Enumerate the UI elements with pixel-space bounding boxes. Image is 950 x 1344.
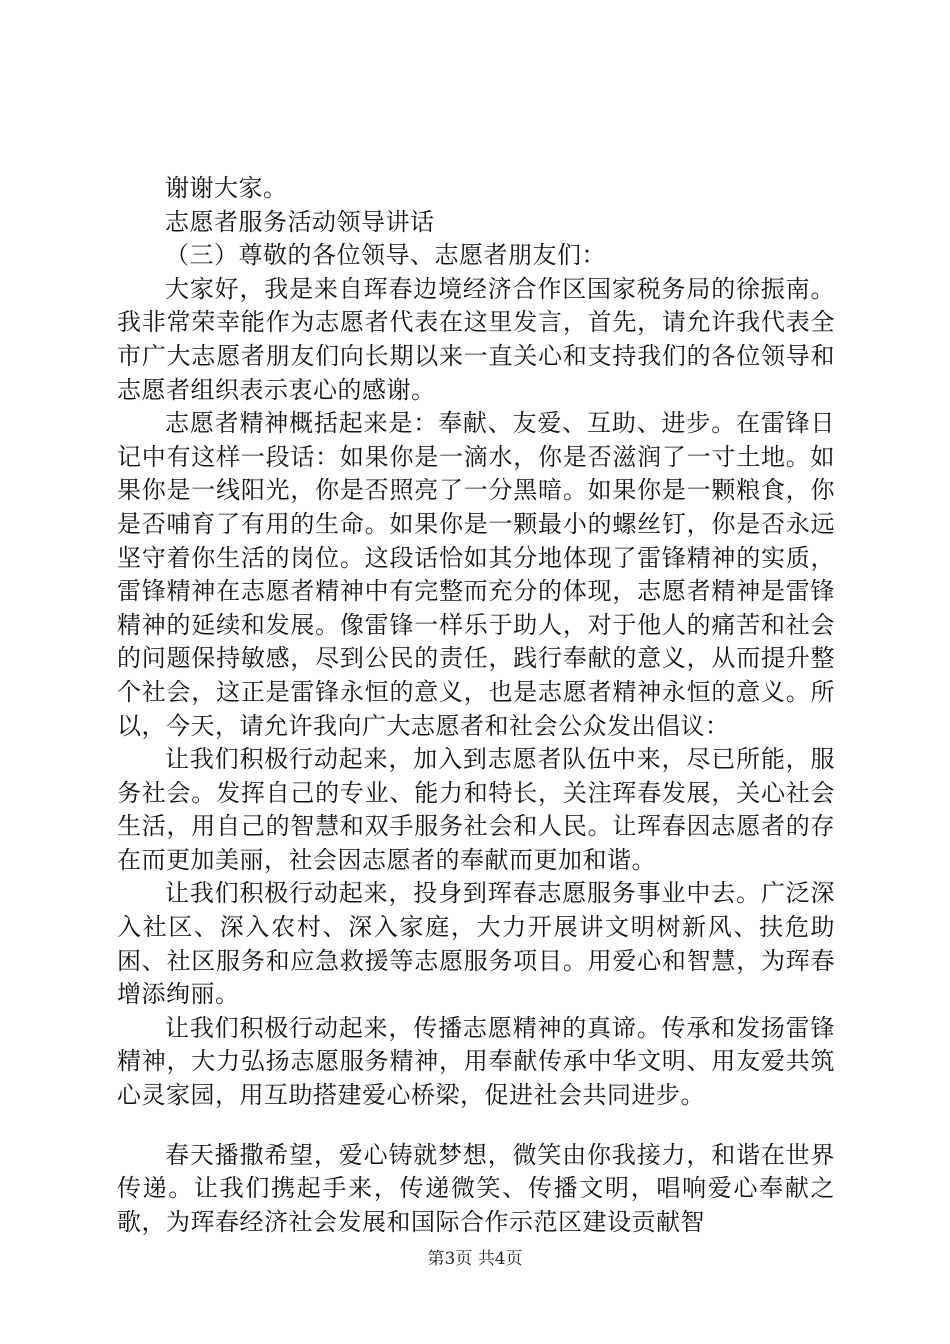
paragraph-volunteer-spirit: 志愿者精神概括起来是：奉献、友爱、互助、进步。在雷锋日记中有这样一段话：如果你是一滴水，你是否滋润了一寸土地。如果你是一线阳光，你是否照亮了一分黑暗。如果你是一颗粮食，你是否哺育了有用的生命。如果你是一颗最小的螺丝钉，你是否永远坚守着你生活的岗位。这段话恰如其分地体现了雷锋精神的实质，雷锋精神在志愿者精神中有完整而充分的体现，志愿者精神是雷锋精神的延续和发展。像雷锋一样乐于助人，对于他人的痛苦和社会的问题保持敏感，尽到公民的责任，践行奉献的意义，从而提升整个社会，这正是雷锋永恒的意义，也是志愿者精神永恒的意义。所以，今天，请允许我向广大志愿者和社会公众发出倡议： bbox=[117, 409, 835, 740]
paragraph-thanks: 谢谢大家。 bbox=[165, 174, 288, 202]
page-number-footer: 第3页 共4页 bbox=[427, 1249, 523, 1269]
paragraph-speech-title: 志愿者服务活动领导讲话 bbox=[165, 207, 435, 236]
paragraph-salutation: （三）尊敬的各位领导、志愿者朋友们： bbox=[165, 241, 606, 270]
paragraph-call-join: 让我们积极行动起来，加入到志愿者队伍中来，尽已所能，服务社会。发挥自己的专业、能力和特长，关注珲春发展，关心社会生活，用自己的智慧和双手服务社会和人民。让珲春因志愿者的存在而更加美丽，社会因志愿者的奉献而更加和谐。 bbox=[117, 745, 835, 874]
paragraph-introduction: 大家好，我是来自珲春边境经济合作区国家税务局的徐振南。我非常荣幸能作为志愿者代表在这里发言，首先，请允许我代表全市广大志愿者朋友们向长期以来一直关心和支持我们的各位领导和志愿者组织表示衷心的感谢。 bbox=[117, 274, 835, 404]
paragraph-call-serve: 让我们积极行动起来，投身到珲春志愿服务事业中去。广泛深入社区、深入农村、深入家庭，大力开展讲文明树新风、扶危助困、社区服务和应急救援等志愿服务项目。用爱心和智慧，为珲春增添绚丽。 bbox=[117, 879, 835, 1009]
document-body bbox=[117, 172, 835, 1239]
paragraph-call-spread: 让我们积极行动起来，传播志愿精神的真谛。传承和发扬雷锋精神，大力弘扬志愿服务精神，用奉献传承中华文明、用友爱共筑心灵家园，用互助搭建爱心桥梁，促进社会共同进步。 bbox=[117, 1013, 835, 1110]
paragraph-closing: 春天播撒希望，爱心铸就梦想，微笑由你我接力，和谐在世界传递。让我们携起手来，传递微笑、传播文明，唱响爱心奉献之歌，为珲春经济社会发展和国际合作示范区建设贡献智 bbox=[117, 1140, 835, 1236]
